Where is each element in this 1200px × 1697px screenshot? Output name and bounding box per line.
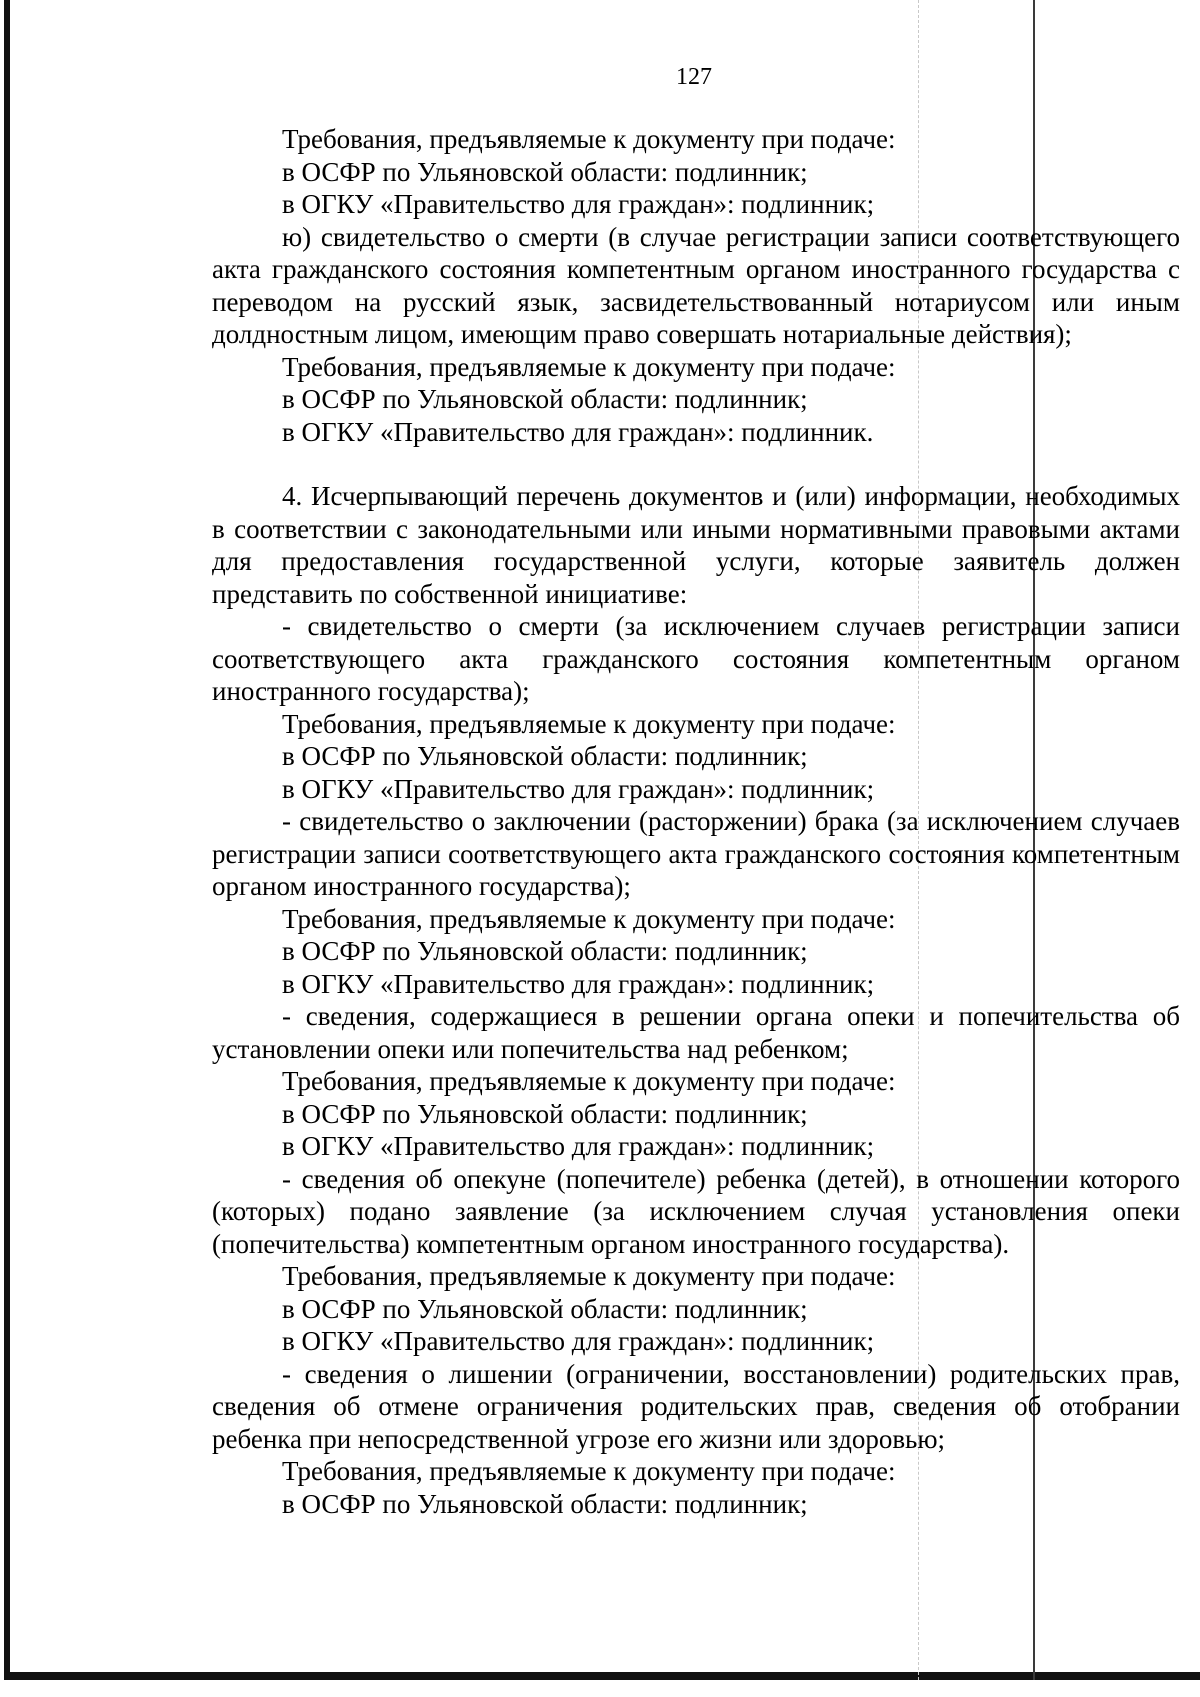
scan-left-border bbox=[4, 0, 10, 1678]
body-paragraph: - свидетельство о заключении (расторжении) брака (за исключением случаев регистрации записи соответствующего акта гражданского состояния компетентным органом иностранного государства); bbox=[212, 806, 1180, 901]
requirement-line: Требования, предъявляемые к документу при подаче: bbox=[282, 1066, 896, 1096]
requirement-line: в ОСФР по Ульяновской области: подлинник; bbox=[282, 1488, 808, 1519]
requirement-line: в ОСФР по Ульяновской области: подлинник; bbox=[282, 384, 808, 414]
requirement-line: в ОГКУ «Правительство для граждан»: подлинник; bbox=[282, 189, 875, 219]
requirement-line: в ОСФР по Ульяновской области: подлинник; bbox=[282, 936, 808, 966]
requirement-line: Требования, предъявляемые к документу при подаче: bbox=[282, 1456, 896, 1486]
requirement-line: в ОСФР по Ульяновской области: подлинник; bbox=[282, 741, 808, 771]
requirement-line: в ОСФР по Ульяновской области: подлинник; bbox=[282, 156, 808, 187]
requirement-line: в ОГКУ «Правительство для граждан»: подлинник. bbox=[282, 416, 874, 447]
requirement-line: в ОГКУ «Правительство для граждан»: подлинник; bbox=[282, 773, 875, 804]
scan-bottom-border bbox=[4, 1672, 1200, 1680]
body-paragraph: - сведения об опекуне (попечителе) ребенка (детей), в отношении которого (которых) подано заявление (за исключением случая установления опеки (попечительства) компетентным органом иностранного государства). bbox=[212, 1163, 1180, 1259]
body-paragraph: - сведения о лишении (ограничении, восстановлении) родительских прав, сведения об отмене ограничения родительских прав, сведения об отобрании ребенка при непосредственной угрозе его жизни или здоровью; bbox=[212, 1358, 1180, 1454]
body-paragraph: - свидетельство о смерти (за исключением случаев регистрации записи соответствующего акта гражданского состояния компетентным органом иностранного государства); bbox=[212, 611, 1180, 706]
requirement-line: Требования, предъявляемые к документу при подаче: bbox=[282, 351, 896, 382]
requirement-line: в ОГКУ «Правительство для граждан»: подлинник; bbox=[282, 1131, 875, 1161]
requirement-line: Требования, предъявляемые к документу при подаче: bbox=[282, 903, 896, 934]
body-paragraph: ю) свидетельство о смерти (в случае регистрации записи соответствующего акта гражданского состояния компетентным органом иностранного государства с переводом на русский язык, засвидетельствованный нотариусом или иным долдностным лицом, имеющим право совершать нотариальные действия); bbox=[212, 221, 1180, 349]
document-body bbox=[212, 123, 1180, 1520]
body-paragraph: - сведения, содержащиеся в решении органа опеки и попечительства об установлении опеки или попечительства над ребенком; bbox=[212, 1001, 1180, 1064]
requirement-line: Требования, предъявляемые к документу при подаче: bbox=[282, 1261, 896, 1291]
requirement-line: в ОСФР по Ульяновской области: подлинник; bbox=[282, 1098, 808, 1129]
requirement-line: в ОСФР по Ульяновской области: подлинник; bbox=[282, 1293, 808, 1324]
requirement-line: Требования, предъявляемые к документу при подаче: bbox=[282, 124, 896, 154]
requirement-line: в ОГКУ «Правительство для граждан»: подлинник; bbox=[282, 968, 875, 999]
paragraph-spacer bbox=[212, 448, 1180, 480]
page-number: 127 bbox=[676, 64, 712, 90]
requirement-line: Требования, предъявляемые к документу при подаче: bbox=[282, 708, 896, 739]
requirement-line: в ОГКУ «Правительство для граждан»: подлинник; bbox=[282, 1326, 875, 1356]
body-paragraph: 4. Исчерпывающий перечень документов и (или) информации, необходимых в соответствии с законодательными или иными нормативными правовыми актами для предоставления государственной услуги, которые заявитель должен представить по собственной инициативе: bbox=[212, 481, 1180, 609]
